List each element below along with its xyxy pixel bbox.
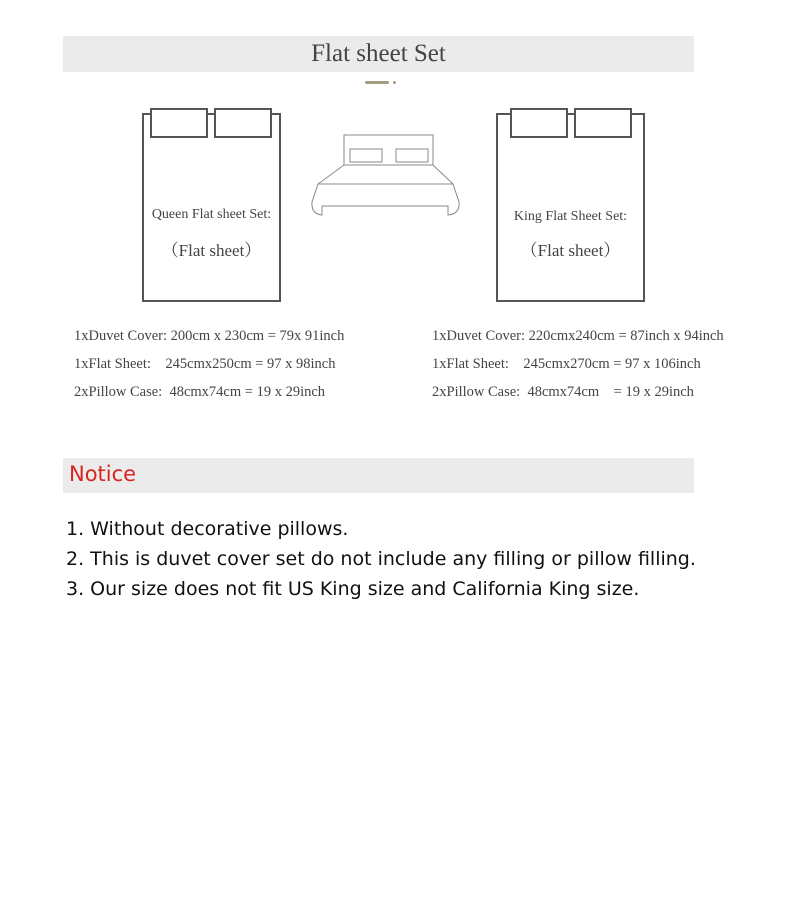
pillow-icon	[150, 108, 208, 138]
pillow-icon	[574, 108, 632, 138]
pillow-icon	[214, 108, 272, 138]
section-title: Flat sheet Set	[311, 40, 446, 67]
queen-spec-duvet: 1xDuvet Cover: 200cm x 230cm = 79x 91inch	[74, 328, 345, 344]
king-spec-pillow: 2xPillow Case: 48cmx74cm = 19 x 29inch	[432, 384, 694, 400]
notice-item: 1. Without decorative pillows.	[66, 518, 349, 540]
queen-spec-pillow: 2xPillow Case: 48cmx74cm = 19 x 29inch	[74, 384, 326, 400]
section-title-band	[63, 36, 694, 72]
pillow-icon	[510, 108, 568, 138]
title-divider	[365, 81, 389, 84]
king-sublabel: （Flat sheet）	[520, 241, 621, 260]
queen-sublabel: （Flat sheet）	[161, 241, 262, 260]
notice-item: 3. Our size does not fit US King size and California King size.	[66, 578, 640, 600]
title-divider-dot	[393, 81, 396, 84]
queen-label: Queen Flat sheet Set:	[151, 207, 272, 222]
king-spec-flat-sheet: 1xFlat Sheet: 245cmx270cm = 97 x 106inch	[432, 356, 701, 372]
bed-illustration-icon	[308, 132, 464, 218]
king-spec-duvet: 1xDuvet Cover: 220cmx240cm = 87inch x 94inch	[432, 328, 724, 344]
notice-band	[63, 458, 694, 493]
notice-item: 2. This is duvet cover set do not include any filling or pillow filling.	[66, 548, 696, 570]
queen-spec-flat-sheet: 1xFlat Sheet: 245cmx250cm = 97 x 98inch	[74, 356, 336, 372]
king-bed-diagram	[496, 113, 645, 302]
notice-heading: Notice	[69, 462, 137, 486]
king-label: King Flat Sheet Set:	[513, 209, 628, 224]
